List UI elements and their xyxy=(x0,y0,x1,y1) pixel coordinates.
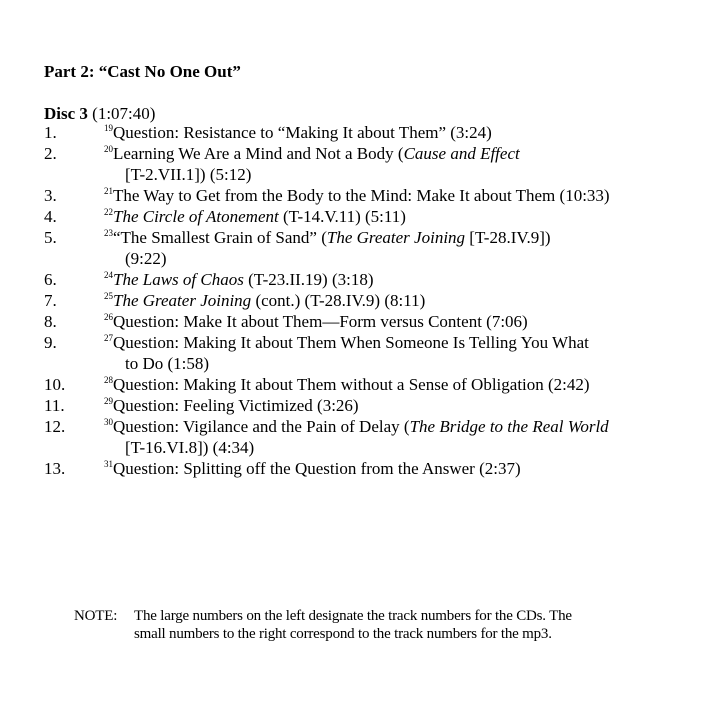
mp3-track-number: 24 xyxy=(104,270,113,280)
track-item xyxy=(44,395,684,416)
track-item xyxy=(44,185,684,206)
track-item xyxy=(44,458,684,479)
cd-track-number: 2. xyxy=(44,144,57,163)
cd-track-number: 9. xyxy=(44,333,57,352)
footnote xyxy=(74,607,572,643)
disc-duration: (1:07:40) xyxy=(92,104,156,123)
track-title-text: The Way to Get from the Body to the Mind: Make It about Them (10:33) xyxy=(113,186,610,205)
mp3-track-number: 29 xyxy=(104,396,113,406)
mp3-track-number: 26 xyxy=(104,312,113,322)
track-title-italic: The Greater Joining xyxy=(113,291,252,310)
note-line: small numbers to the right correspond to the track numbers for the mp3. xyxy=(134,626,552,642)
cd-track-number: 5. xyxy=(44,228,57,247)
track-item xyxy=(44,122,684,143)
cd-track-number: 7. xyxy=(44,291,57,310)
cd-track-number: 13. xyxy=(44,459,66,478)
track-item xyxy=(44,311,684,332)
mp3-track-number: 25 xyxy=(104,291,113,301)
part-title: Part 2: “Cast No One Out” xyxy=(44,62,241,81)
track-title-text: (T-14.V.11) (5:11) xyxy=(278,207,406,226)
track-list xyxy=(44,122,684,479)
disc-heading xyxy=(44,104,155,124)
track-item xyxy=(44,143,684,185)
track-item xyxy=(44,269,684,290)
track-title-continuation: [T-16.VI.8]) (4:34) xyxy=(125,438,255,457)
note-text xyxy=(134,607,572,643)
track-title-text: Question: Feeling Victimized (3:26) xyxy=(113,396,359,415)
note-line: The large numbers on the left designate the track numbers for the CDs. The xyxy=(134,608,572,624)
mp3-track-number: 27 xyxy=(104,333,113,343)
disc-label: Disc 3 xyxy=(44,104,88,123)
track-title-italic: The Circle of Atonement xyxy=(113,207,279,226)
track-title-line xyxy=(104,311,684,332)
track-item xyxy=(44,290,684,311)
track-title-line xyxy=(104,395,684,416)
cd-track-number: 8. xyxy=(44,312,57,331)
track-item xyxy=(44,374,684,395)
track-title-italic: The Laws of Chaos xyxy=(113,270,244,289)
mp3-track-number: 31 xyxy=(104,459,113,469)
mp3-track-number: 28 xyxy=(104,375,113,385)
mp3-track-number: 30 xyxy=(104,417,113,427)
track-title-line xyxy=(104,374,684,395)
track-title-line xyxy=(104,185,684,206)
track-title-line xyxy=(104,206,684,227)
track-item xyxy=(44,416,684,458)
track-title-continuation: (9:22) xyxy=(125,249,167,268)
track-title-text: Question: Vigilance and the Pain of Delay ( xyxy=(113,417,410,436)
cd-track-number: 3. xyxy=(44,186,57,205)
track-title-text: (cont.) (T-28.IV.9) (8:11) xyxy=(251,291,426,310)
track-title-line xyxy=(104,416,684,437)
track-title-continuation: to Do (1:58) xyxy=(125,354,210,373)
track-title-text: Learning We Are a Mind and Not a Body ( xyxy=(113,144,404,163)
track-title-italic: Cause and Effect xyxy=(403,144,520,163)
track-title-text: Question: Resistance to “Making It about Them” (3:24) xyxy=(113,123,492,142)
track-title-line xyxy=(104,269,684,290)
cd-track-number: 4. xyxy=(44,207,57,226)
track-title-text: Question: Making It about Them without a Sense of Obligation (2:42) xyxy=(113,375,590,394)
track-title-text: [T-28.IV.9]) xyxy=(465,228,551,247)
mp3-track-number: 21 xyxy=(104,186,113,196)
mp3-track-number: 19 xyxy=(104,123,113,133)
track-title-text: Question: Make It about Them—Form versus Content (7:06) xyxy=(113,312,528,331)
track-title-continuation: [T-2.VII.1]) (5:12) xyxy=(125,165,252,184)
track-title-line xyxy=(104,122,684,143)
track-title-line xyxy=(104,143,684,164)
track-title-line xyxy=(104,290,684,311)
mp3-track-number: 22 xyxy=(104,207,113,217)
track-title-text: “The Smallest Grain of Sand” ( xyxy=(113,228,327,247)
track-title-text: Question: Splitting off the Question from the Answer (2:37) xyxy=(113,459,521,478)
track-title-italic: The Bridge to the Real World xyxy=(409,417,609,436)
track-title-text: Question: Making It about Them When Someone Is Telling You What xyxy=(113,333,589,352)
cd-track-number: 6. xyxy=(44,270,57,289)
track-title-line xyxy=(104,227,684,248)
track-item xyxy=(44,227,684,269)
cd-track-number: 12. xyxy=(44,417,66,436)
track-title-line xyxy=(104,458,684,479)
mp3-track-number: 23 xyxy=(104,228,113,238)
track-title-italic: The Greater Joining xyxy=(326,228,466,247)
cd-track-number: 10. xyxy=(44,375,66,394)
track-title-line xyxy=(104,332,684,353)
cd-track-number: 1. xyxy=(44,123,57,142)
note-label: NOTE: xyxy=(74,608,118,624)
track-item xyxy=(44,206,684,227)
mp3-track-number: 20 xyxy=(104,144,113,154)
track-item xyxy=(44,332,684,374)
cd-track-number: 11. xyxy=(44,396,65,415)
track-title-text: (T-23.II.19) (3:18) xyxy=(243,270,374,289)
